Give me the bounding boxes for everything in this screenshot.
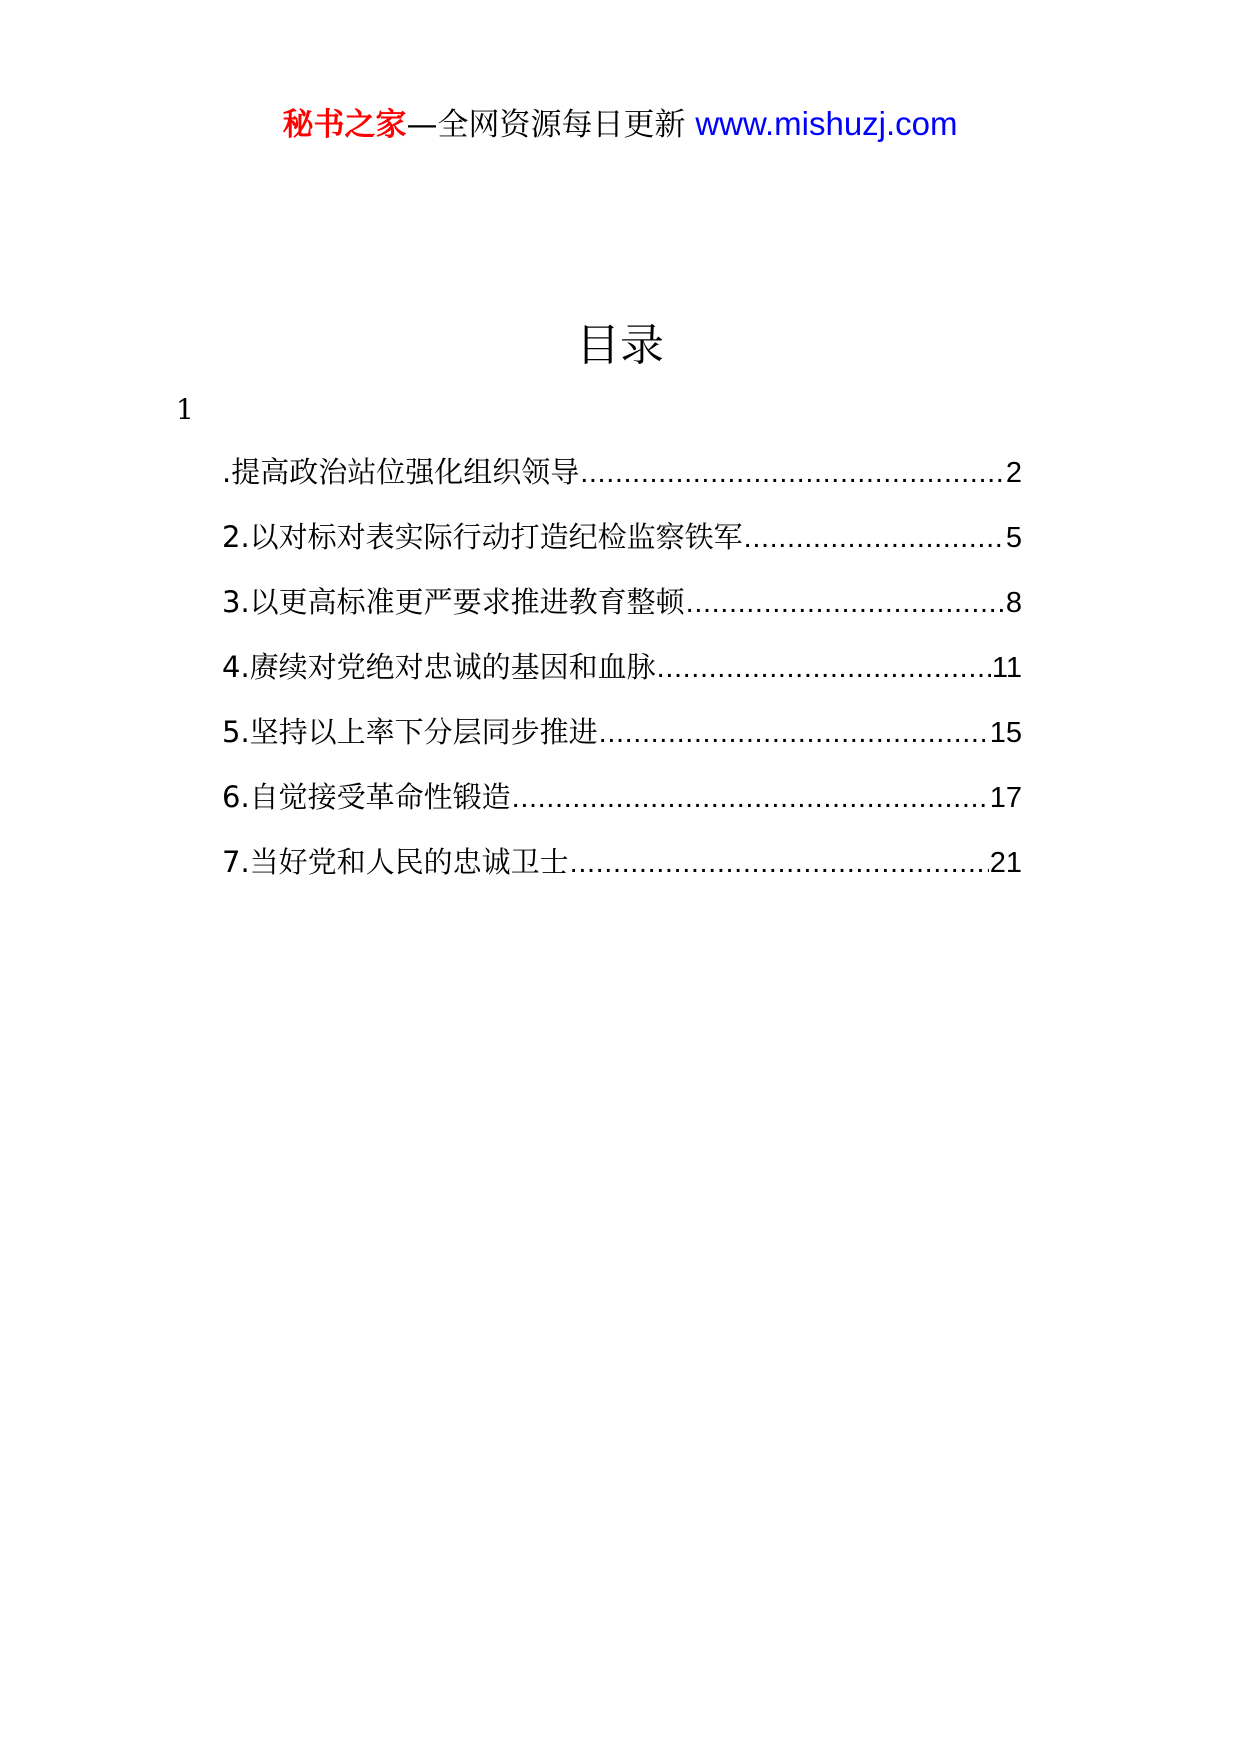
toc-dot-leader (580, 453, 1005, 493)
toc-entry-title: 6.自觉接受革命性锻造 (222, 780, 511, 814)
toc-entry-page: 15 (989, 717, 1022, 749)
toc-entry[interactable] (222, 517, 1022, 582)
toc-dot-leader (657, 648, 991, 688)
toc-entry-title: 7.当好党和人民的忠诚卫士 (222, 845, 569, 879)
toc-entry-title: 3.以更高标准更严要求推进教育整顿 (222, 585, 685, 619)
toc-entry[interactable] (222, 842, 1022, 907)
brand-name: 秘书之家 (282, 107, 407, 143)
toc-entry-page: 17 (989, 782, 1022, 814)
toc-entry-page: 2 (1005, 457, 1022, 489)
toc-list (222, 452, 1022, 907)
toc-entry-title: 5.坚持以上率下分层同步推进 (222, 715, 598, 749)
toc-entry[interactable] (222, 647, 1022, 712)
toc-dot-leader (744, 518, 1005, 558)
toc-entry-title: 4.赓续对党绝对忠诚的基因和血脉 (222, 650, 656, 684)
toc-dot-leader (686, 583, 1005, 623)
toc-entry[interactable] (222, 712, 1022, 777)
toc-entry[interactable] (222, 582, 1022, 647)
toc-dot-leader (599, 713, 989, 753)
toc-entry-title: .提高政治站位强化组织领导 (222, 455, 580, 489)
toc-entry-title: 2.以对标对表实际行动打造纪检监察铁军 (222, 520, 743, 554)
toc-heading-number: 1 (176, 393, 194, 426)
toc-entry-page: 8 (1005, 587, 1022, 619)
site-url-link[interactable]: www.mishuzj.com (695, 105, 958, 142)
toc-entry-page: 11 (991, 652, 1022, 684)
toc-dot-leader (512, 778, 989, 818)
toc-entry-page: 21 (989, 847, 1022, 879)
toc-title: 目录 (576, 320, 664, 371)
header-tagline: —全网资源每日更新 (406, 107, 686, 143)
page-header (0, 102, 1240, 147)
toc-entry-page: 5 (1005, 522, 1022, 554)
toc-dot-leader (570, 843, 989, 883)
toc-entry[interactable] (222, 777, 1022, 842)
toc-entry[interactable] (222, 452, 1022, 517)
